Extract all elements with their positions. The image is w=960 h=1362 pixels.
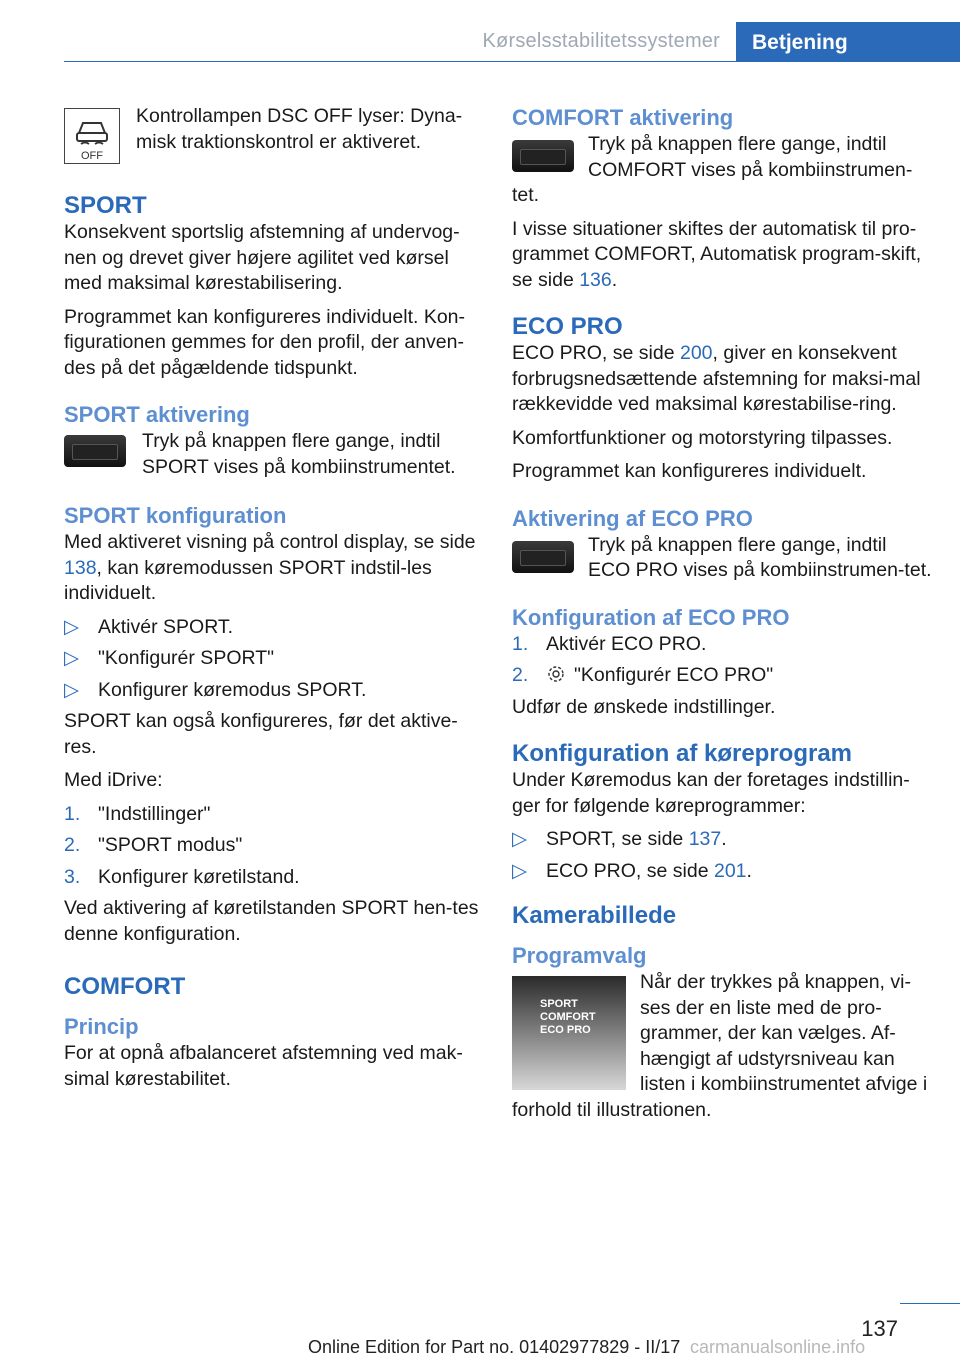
drive-mode-button-image <box>512 541 574 573</box>
list-item: ▷ SPORT, se side 137. <box>512 827 932 853</box>
page-link-138[interactable]: 138 <box>64 556 97 579</box>
heading-drive-program-config: Konfiguration af køreprogram <box>512 740 853 767</box>
list-item: ▷ Aktivér SPORT. <box>64 615 479 641</box>
heading-program-selection: Programvalg <box>512 943 647 968</box>
sport-activate-paragraph: Ved aktivering af køretilstanden SPORT hen-tes denne konfiguration. <box>64 897 479 945</box>
svg-text:OFF: OFF <box>81 150 103 162</box>
page-header <box>0 0 960 62</box>
eco-pro-paragraph-2: Komfortfunktioner og motorstyring tilpasses. <box>512 426 893 449</box>
sport-paragraph-1: Konsekvent sportslig afstemning af undervog-nen og drevet giver højere agilitet ved kørsel med maksimal kørestabilisering. <box>64 221 460 294</box>
heading-comfort: COMFORT <box>64 973 186 1000</box>
heading-comfort-activation: COMFORT aktivering <box>512 105 734 130</box>
drive-mode-button-image <box>512 140 574 172</box>
sport-config-list <box>64 615 479 704</box>
triangle-bullet-icon: ▷ <box>64 647 79 669</box>
heading-eco-pro: ECO PRO <box>512 313 623 340</box>
dsc-off-block <box>64 104 479 164</box>
heading-sport-configuration: SPORT konfiguration <box>64 503 287 528</box>
heading-camera-image: Kamerabillede <box>512 902 677 929</box>
sport-also-paragraph: SPORT kan også konfigureres, før det aktive-res. <box>64 710 458 758</box>
eco-config-after: Udfør de ønskede indstillinger. <box>512 695 776 718</box>
heading-sport-activation: SPORT aktivering <box>64 402 250 427</box>
header-rule <box>64 61 960 62</box>
edition-note: Online Edition for Part no. 01402977829 - II/17 <box>308 1337 681 1357</box>
page-link-136[interactable]: 136 <box>579 268 612 291</box>
dsc-off-warning-icon <box>64 108 120 164</box>
eco-config-steps <box>512 632 932 689</box>
dsc-off-text: Kontrollampen DSC OFF lyser: Dyna-misk traktionskontrol er aktiveret. <box>136 105 463 153</box>
chapter-tab: Betjening <box>736 22 960 62</box>
sport-activation-text: Tryk på knappen flere gange, indtil SPORT vises på kombiinstrumentet. <box>142 430 456 478</box>
page-number: 137 <box>861 1316 898 1341</box>
comfort-auto-paragraph: I visse situationer skiftes der automatisk til pro-grammet COMFORT, Automatisk program-skift, se side 136. <box>512 217 922 291</box>
step-item: 1. "Indstillinger" <box>64 802 211 825</box>
sport-activation-block <box>64 429 479 480</box>
eco-pro-paragraph-3: Programmet kan konfigureres individuelt. <box>512 460 867 482</box>
section-title: Kørselsstabilitetssystemer <box>482 30 720 52</box>
right-column <box>512 104 932 1131</box>
step-item: 1. Aktivér ECO PRO. <box>512 632 707 655</box>
left-column <box>64 104 479 1100</box>
heading-princip: Princip <box>64 1014 139 1039</box>
comfort-activation-text: Tryk på knappen flere gange, indtil COMFORT vises på kombiinstrumen-tet. <box>512 133 913 206</box>
heading-sport: SPORT <box>64 192 147 219</box>
eco-pro-paragraph: ECO PRO, se side 200, giver en konsekvent forbrugsnedsættende afstemning for maksi-mal rækkevidde ved maksimal kørestabilise-ring. <box>512 342 921 415</box>
list-item: ▷ ECO PRO, se side 201. <box>512 859 932 885</box>
page-link-201[interactable]: 201 <box>713 859 747 882</box>
idrive-steps <box>64 802 479 891</box>
step-item: 2. "SPORT modus" <box>64 834 243 856</box>
page-link-137[interactable]: 137 <box>688 828 722 850</box>
drive-program-list <box>512 827 932 884</box>
triangle-bullet-icon: ▷ <box>64 678 79 701</box>
sport-paragraph-2: Programmet kan konfigureres individuelt. Kon-figurationen gemmes for den profil, der anven-des på det pågældende tidspunkt. <box>64 305 466 379</box>
step-item: 3. Konfigurer køretilstand. <box>64 865 300 888</box>
program-selection-text: SPORT COMFORT ECO PRO Når der trykkes på knappen, vi-ses der en liste med de pro-grammer, der kan vælges. Af-hængigt af udstyrsniveau kan listen i kombiinstrumentet afvige i forhold til illustrationen. <box>512 971 928 1121</box>
sport-config-paragraph: Med aktiveret visning på control display, se side 138, kan køremodussen SPORT indstil-les individuelt. <box>64 531 476 604</box>
drive-program-text: Under Køremodus kan der foretages indstillin-ger for følgende køreprogrammer: <box>512 769 910 817</box>
heading-eco-activation: Aktivering af ECO PRO <box>512 505 753 531</box>
triangle-bullet-icon: ▷ <box>512 859 527 882</box>
idrive-label: Med iDrive: <box>64 769 163 791</box>
step-item: 2. "Konfigurér ECO PRO" <box>512 664 774 686</box>
triangle-bullet-icon: ▷ <box>64 615 79 638</box>
eco-activation-text: Tryk på knappen flere gange, indtil ECO PRO vises på kombiinstrumen-tet. <box>512 533 932 584</box>
list-item: ▷ "Konfigurér SPORT" <box>64 646 479 672</box>
heading-eco-configuration: Konfiguration af ECO PRO <box>512 604 790 630</box>
screen-program-list: SPORT COMFORT ECO PRO <box>540 998 596 1036</box>
page-link-200[interactable]: 200 <box>679 342 713 364</box>
list-item: ▷ Konfigurer køremodus SPORT. <box>64 678 479 704</box>
gear-icon <box>546 664 566 684</box>
triangle-bullet-icon: ▷ <box>512 828 527 850</box>
footer-rule <box>900 1303 960 1304</box>
watermark: carmanualsonline.info <box>690 1337 866 1357</box>
princip-text: For at opnå afbalanceret afstemning ved mak-simal kørestabilitet. <box>64 1042 463 1090</box>
drive-mode-button-image <box>64 435 126 467</box>
instrument-cluster-screen-image <box>512 976 626 1090</box>
